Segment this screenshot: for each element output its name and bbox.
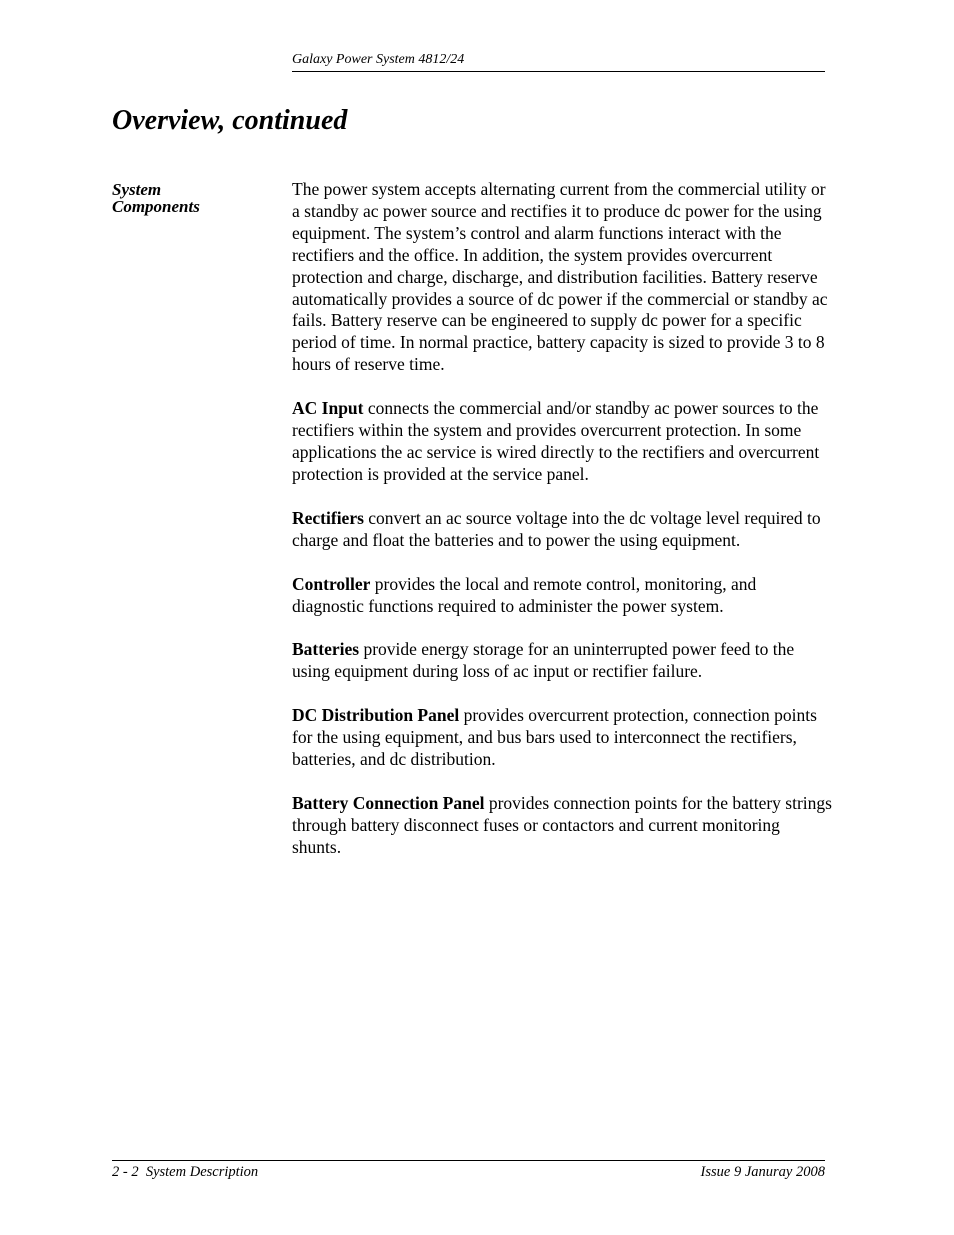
component-description: convert an ac source voltage into the dc voltage level required to charge and float the batteries and to power the using equipment. <box>292 507 821 550</box>
component-description: provides connection points for the battery strings through battery disconnect fuses or contactors and current monitoring shunts. <box>292 792 832 857</box>
component-term: Battery Connection Panel <box>292 792 485 813</box>
running-footer <box>112 1160 825 1181</box>
document-title: Galaxy Power System 4812/24 <box>292 52 465 67</box>
footer-issue-date: Issue 9 Januray 2008 <box>700 1164 825 1180</box>
component-paragraph-ac-input <box>292 398 832 486</box>
page-title: Overview, continued <box>112 105 348 136</box>
component-description: provides the local and remote control, monitoring, and diagnostic functions required to administer the power system. <box>292 573 757 616</box>
component-term: AC Input <box>292 398 364 419</box>
component-paragraph-battery-connection-panel <box>292 793 832 859</box>
component-paragraph-batteries <box>292 639 832 683</box>
component-description: provide energy storage for an uninterrupted power feed to the using equipment during loss of ac input or rectifier failure. <box>292 639 795 682</box>
component-description: connects the commercial and/or standby ac power sources to the rectifiers within the system and provides overcurrent protection. In some applications the ac service is wired directly to the rectifiers and overcurrent protection is provided at the service panel. <box>292 398 820 484</box>
component-term: Rectifiers <box>292 507 364 528</box>
component-paragraph-controller <box>292 574 832 618</box>
component-paragraph-rectifiers <box>292 508 832 552</box>
component-description: provides overcurrent protection, connection points for the using equipment, and bus bars used to interconnect the rectifiers, batteries, and dc distribution. <box>292 705 817 770</box>
footer-page-label: 2 - 2 System Description <box>112 1164 259 1180</box>
component-paragraph-dc-distribution-panel <box>292 705 832 771</box>
section-heading-line2: Components <box>112 197 200 216</box>
component-term: DC Distribution Panel <box>292 705 460 726</box>
intro-paragraph: The power system accepts alternating current from the commercial utility or a standby ac power source and rectifies it to produce dc power for the using equipment. The system’s control and alarm functions interact with the rectifiers and the office. In addition, the system provides overcurrent protection and charge, discharge, and distribution facilities. Battery reserve automatically provides a source of dc power if the commercial or standby ac fails. Battery reserve can be engineered to supply dc power for a specific period of time. In normal practice, battery capacity is sized to provide 3 to 8 hours of reserve time. <box>292 179 828 375</box>
section-body <box>292 179 832 881</box>
section-heading-line1: System <box>112 180 162 199</box>
section-heading <box>112 181 272 215</box>
component-term: Controller <box>292 573 371 594</box>
running-header <box>292 52 825 72</box>
component-term: Batteries <box>292 639 360 660</box>
